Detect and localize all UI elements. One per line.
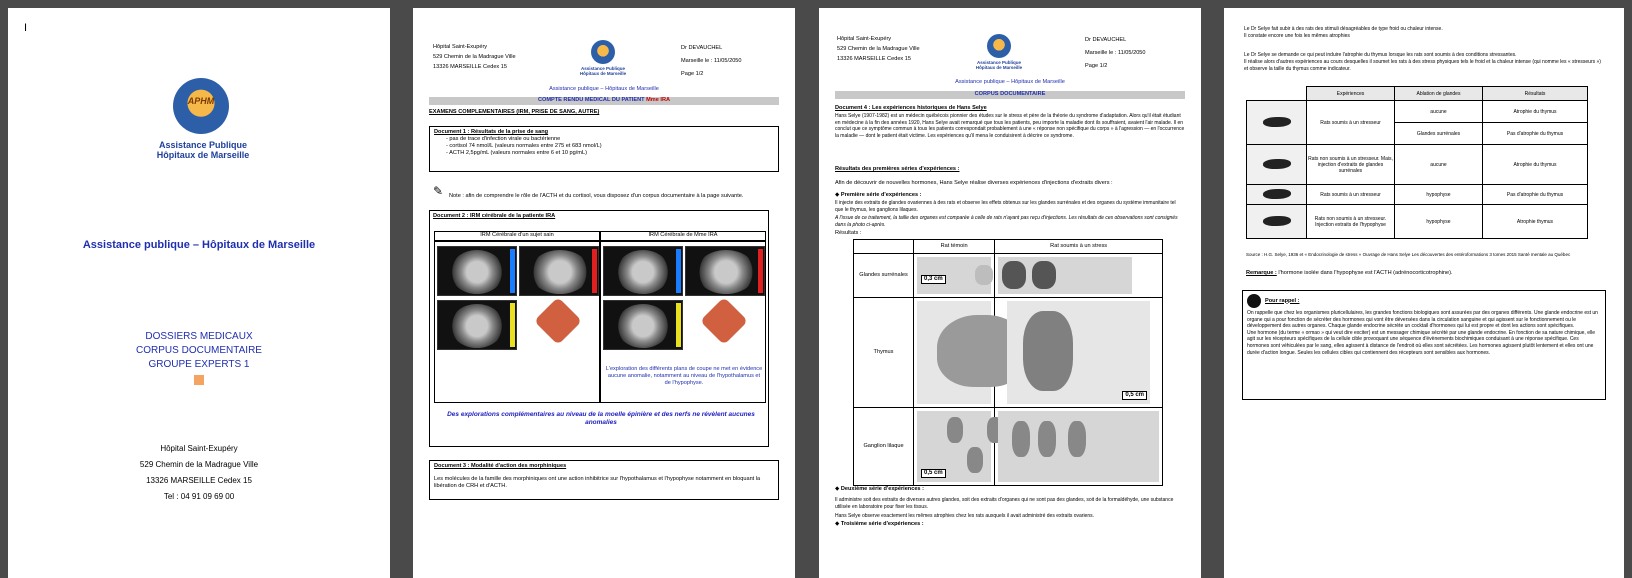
doc3-box: Document 3 : Modalité d'action des morphiniques Les molécules de la famille des morphiniques ont une action inhibitrice sur l'hypothalamus et l'hypophyse notamment en bloquant la libération de CRH et d'ACTH. — [429, 460, 779, 500]
cover-title: Assistance publique – Hôpitaux de Marseille — [82, 239, 316, 251]
results-table: Rat témoin Rat soumis à un stress Glandes surrénales 0,3 cm Thymus 0,5 cm Ganglion lilaque 0,5 cm — [853, 239, 1163, 486]
mri-panel-left — [434, 241, 600, 403]
page-3-corpus: Hôpital Saint-Exupéry 529 Chemin de la Madrague Ville 13326 MARSEILLE Cedex 15 Assistance Publique Hôpitaux de Marseille Dr DEVAUCHEL Marseille le : 11/05/2050 Page 1/2 Assistance publique – Hôpitaux de Marseille CORPUS DOCUMENTAIRE Document 4 : Les expériences historiques de Hans Selye Hans Selye (1907-1982) est un médecin québécois pionnier des études sur le stress et père de la théorie du syndrome d'adaptation. Alors qu'il était étudiant en médecine à la fin des années 1920, Hans Selye avait remarqué que tous les patients, peu importe la maladie dont ils souffraient, avaient l'air malade. Il en conclut que ce symptôme commun à tous les patients correspondait probablement à une « réponse non spécifique du corps » à l'agression — en l'occurrence la maladie — dont le patient était victime. Les expériences qu'il mena le conduisirent à décrire ce syndrome. Résultats des premières séries d'expériences : Afin de découvrir de nouvelles hormones, Hans Selye réalise diverses expériences d'injections d'extraits divers : ◆ Première série d'expériences : Il injecte des extraits de glandes ovariennes à des rats et observe les effets obtenus sur les glandes surrénales et des organes du système immunitaire tel que le thymus, les ganglions lilaques. A l'issue de ce traitement, la taille des organes est comparée à celle de rats n'ayant pas reçu d'injections. Les résultats de ces observations sont consignés dans la photo ci-après. Résultats : Rat témoin Rat soumis à un stress Glandes surrénales 0,3 cm Thymus 0,5 cm Ganglion lilaque 0,5 cm ◆ Deuxième série d'expériences : Il administre soit des extraits de diverses autres glandes, soit des extraits d'organes qui ne sont pas des glandes, soit de la formaldéhyde, une substance utilisée en laboratoire pour fixer les tissus. Hans Selye observe exactement les mêmes atrophies chez les rats auxquels il avait administré des extraits ovariens. ◆ Troisième série d'expériences : — [819, 8, 1201, 578]
aphm-logo: Assistance Publique Hôpitaux de Marseille — [573, 40, 633, 90]
rat-icon — [1247, 145, 1307, 185]
mri-panel-right: L'exploration des différents plans de coupe ne met en évidence aucune anomalie, notamment au niveau de l'hypothalamus et de l'hypophyse. — [600, 241, 766, 403]
rappel-box: Pour rappel : On rappelle que chez les organismes pluricellulaires, les grandes fonctions biologiques sont assurées par des organes différents. Une glande endocrine est un organe qui a pour fonction de sécréter des hormones qui vont être déversées dans la circulation sanguine et qui agissent sur le fonctionnement ou le développement des autres organes. Chaque glande endocrine sécrète un cocktail d'hormones qui lui est propre et dont les actions sont spécifiques. Une hormone (du terme « ormao » qui veut dire exciter) est un messager chimique sécrété par une glande endocrine. En fonction de sa nature chimique, elle agit sur les récepteurs spécifiques de la cellule cible provoquant une séquence d'évènements biochimiques conduisant à une réponse spécifique. Ces hormones sont véhiculées par le sang, elles agissent à distance de l'endroit où elles sont sécrétées. Les hormones agissent plutôt lentement et elles ont une durée d'action longue. Seules les cellules cibles qui contiennent des récepteurs sont sensibles aux hormones. — [1242, 290, 1606, 400]
dossier-line: GROUPE EXPERTS 1 — [148, 359, 250, 370]
hospital-header: Hôpital Saint-Exupéry 529 Chemin de la Madrague Ville 13326 MARSEILLE Cedex 15 — [433, 44, 516, 70]
doc-meta: Dr DEVAUCHEL Marseille le : 11/05/2050 Page 1/2 — [681, 45, 742, 77]
page-4-experiments: Le Dr Selye fait subir à des rats des stimuli désagréables de type froid ou chaleur intense. Il constate encore une fois les mêmes atrophies Le Dr Selye se demande ce qui peut induire l'atrophie du thymus lorsque les rats sont soumis à des conditions stressantes. Il réalise alors d'autres expériences au cours desquelles il soumet les rats à des stress physiques tels le froid et la chaleur intense (qui nomme les « stresseurs ») et observe la taille du thymus comme indicateur. Expériences Ablation de glandes Résultats Rats soumis à un stresseur aucune Atrophie du thymus Glandes surrénales Pas d'atrophie du thymus Rats non soumis à un stresseur. Mais, injection d'extraits de glandes surrénales aucune Atrophie du thymus Rats soumis à un stresseur hypophyse Pas d'atrophie du thymus Rats non soumis à un stresseur. Injection extraits de l'hypophyse hypophyse Atrophie thymus Source : H.G. Selye, 1936 et « Endocrinologie de stress » Ouvrage de Hans Selye Les découvertes des entéroformations 3 tomes 2015 Santé mentale au Québec Remarque : l'hormone isolée dans l'hypophyse est l'ACTH (adrénocorticotrophine). Pour rappel : On rappelle que chez les organismes pluricellulaires, les grandes fonctions biologiques sont assurées par des organes différents. Une glande endocrine est un organe qui a pour fonction de sécréter des hormones qui vont être déversées dans la circulation sanguine et qui agissent sur le fonctionnement ou le développement des autres organes. Chaque glande endocrine sécrète un cocktail d'hormones qui lui est propre et dont les actions sont spécifiques. Une hormone (du terme « ormao » qui veut dire exciter) est un messager chimique sécrété par une glande endocrine. En fonction de sa nature chimique, elle agit sur les récepteurs spécifiques de la cellule cible provoquant une séquence d'évènements biochimiques conduisant à une réponse spécifique. Ces hormones sont véhiculées par le sang, elles agissent à distance de l'endroit où elles sont sécrétées. Les hormones agissent plutôt lentement et elles ont une durée d'action longue. Seules les cellules cibles qui contiennent des récepteurs sont sensibles aux hormones. — [1224, 8, 1624, 578]
3d-brain-icon — [700, 297, 748, 345]
cover-address: Hôpital Saint-Exupéry 529 Chemin de la Madrague Ville 13326 MARSEILLE Cedex 15 Tel : 04 91 09 69 00 — [139, 444, 259, 501]
hospital-header: Hôpital Saint-Exupéry 529 Chemin de la Madrague Ville 13326 MARSEILLE Cedex 15 — [837, 36, 920, 62]
page-2-report: Hôpital Saint-Exupéry 529 Chemin de la Madrague Ville 13326 MARSEILLE Cedex 15 Assistance Publique Hôpitaux de Marseille Dr DEVAUCHEL Marseille le : 11/05/2050 Page 1/2 Assistance publique – Hôpitaux de Marseille COMPTE RENDU MEDICAL DU PATIENT Mme IRA EXAMENS COMPLEMENTAIRES (IRM, PRISE DE SANG, AUTRE) Document 1 : Résultats de la prise de sang - pas de trace d'infection virale ou bactérienne - cortisol 74 nmol/L (valeurs normales entre 275 et 683 nmol/L) - ACTH 2,5pg/mL (valeurs normales entre 6 et 10 pg/mL) ✎ Note : afin de comprendre le rôle de l'ACTH et du cortisol, vous disposez d'un corpus documentaire à la page suivante. Document 2 : IRM cérébrale de la patiente IRA IRM Cérébrale d'un sujet sain IRM Cérébrale de Mme IRA L'exploration des différents plans de coupe ne met en évidence aucune anomalie, notamment au niveau de l'hypothalamus et de l'hypophyse. Des explorations complémentaires au niveau de la moelle épinière et des nerfs ne révèlent aucunes anomalies Document 3 : Modalité d'action des morphiniques Les molécules de la famille des morphiniques ont une action inhibitrice sur l'hypothalamus et l'hypophyse notamment en bloquant la libération de CRH et d'ACTH. — [413, 8, 795, 578]
rat-icon — [1247, 205, 1307, 239]
3d-brain-icon — [534, 297, 582, 345]
page-1-cover — [8, 8, 390, 578]
aphm-logo: APHM Assistance Publique Hôpitaux de Marseille — [148, 78, 258, 178]
orange-square — [194, 375, 204, 385]
experiments-table: Expériences Ablation de glandes Résultats Rats soumis à un stresseur aucune Atrophie du thymus Glandes surrénales Pas d'atrophie du thymus Rats non soumis à un stresseur. Mais, injection d'extraits de glandes surrénales aucune Atrophie du thymus Rats soumis à un stresseur hypophyse Pas d'atrophie du thymus Rats non soumis à un stresseur. Injection extraits de l'hypophyse hypophyse Atrophie thymus — [1246, 86, 1588, 239]
head-icon — [1247, 294, 1261, 308]
doc-meta: Dr DEVAUCHEL Marseille le : 11/05/2050 Page 1/2 — [1085, 37, 1146, 69]
aphm-logo: Assistance Publique Hôpitaux de Marseille — [969, 34, 1029, 84]
pen-icon: ✎ — [433, 184, 444, 198]
dossier-block — [8, 330, 390, 372]
doc1-box: Document 1 : Résultats de la prise de sang - pas de trace d'infection virale ou bactérienne - cortisol 74 nmol/L (valeurs normales entre 275 et 683 nmol/L) - ACTH 2,5pg/mL (valeurs normales entre 6 et 10 pg/mL) — [429, 126, 779, 172]
rat-icon — [1247, 185, 1307, 205]
dossier-line: DOSSIERS MEDICAUX — [145, 331, 253, 342]
text-cursor: I — [24, 22, 28, 34]
rat-icon — [1247, 101, 1307, 145]
report-title-bar: COMPTE RENDU MEDICAL DU PATIENT Mme IRA — [429, 97, 779, 105]
dossier-line: CORPUS DOCUMENTAIRE — [136, 345, 262, 356]
doc2-box: Document 2 : IRM cérébrale de la patiente IRA IRM Cérébrale d'un sujet sain IRM Cérébrale de Mme IRA L'exploration des différents plans de coupe ne met en évidence aucune anomalie, notamment au niveau de l'hypothalamus et de l'hypophyse. Des explorations complémentaires au niveau de la moelle épinière et des nerfs ne révèlent aucunes anomalies — [429, 210, 769, 447]
